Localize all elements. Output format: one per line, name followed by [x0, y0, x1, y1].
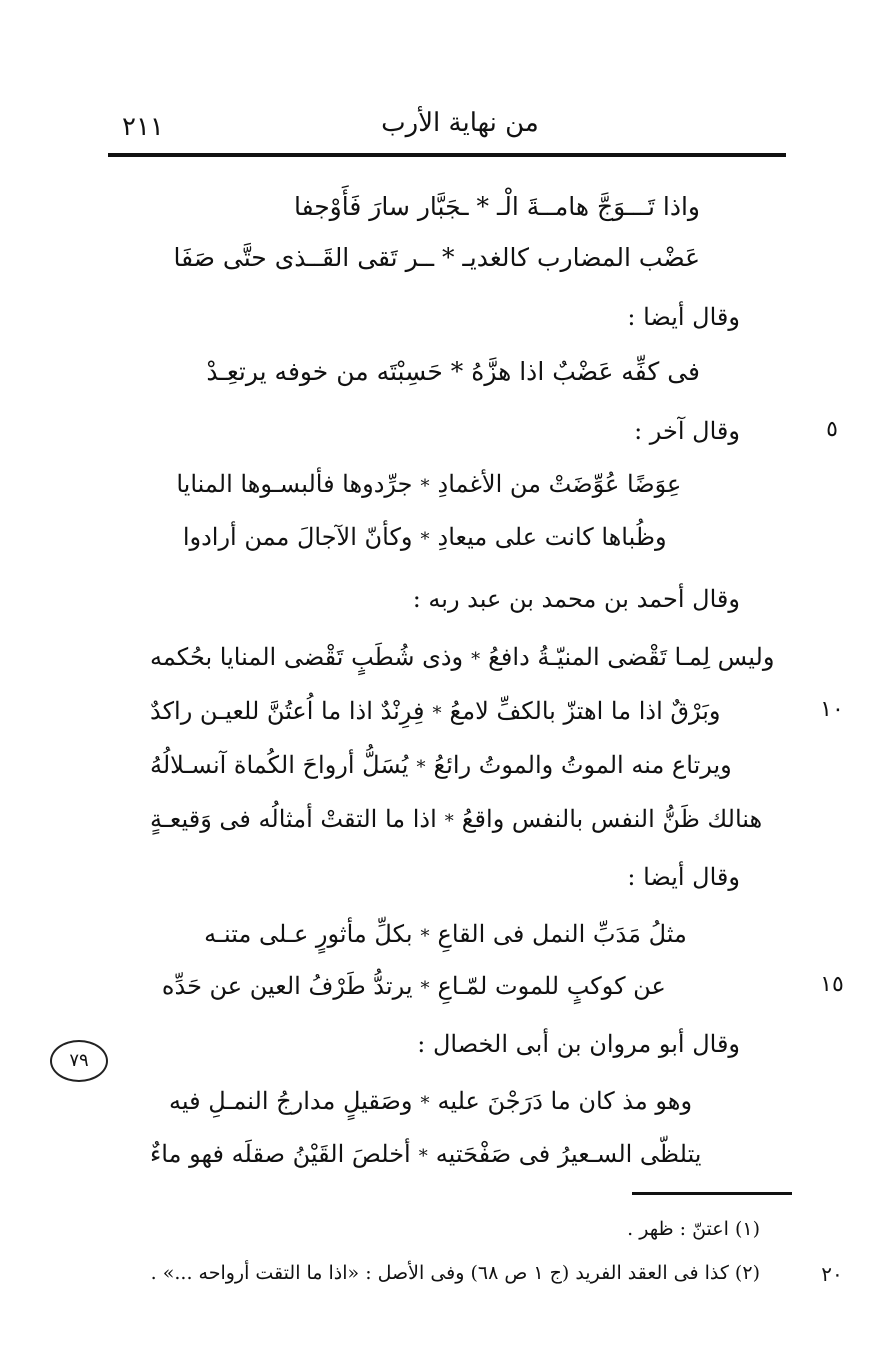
second-hemistich: وبَرْقٌ اذا ما اهتزّ بالكفِّ لامعُ: [449, 697, 721, 725]
first-hemistich: بكلِّ مأثورٍ عـلى متنـه: [204, 920, 413, 948]
verse-couplet-12: [150, 1087, 700, 1115]
star-separator-icon: *: [444, 811, 454, 832]
verse-couplet-13: [150, 1140, 700, 1168]
star-separator-icon: *: [418, 1146, 428, 1167]
star-separator-icon: *: [471, 649, 481, 670]
second-hemistich: مثلُ مَدَبِّ النمل فى القاعِ: [437, 920, 687, 948]
line-number-10: ١٠: [820, 697, 844, 722]
second-hemistich: عن كوكبٍ للموت لمّـاعِ: [437, 972, 666, 1000]
verse-couplet-5: [150, 523, 700, 551]
verse-couplet-11: [150, 972, 700, 1000]
speaker-intro-5: وقال أبو مروان بن أبى الخصال :: [417, 1030, 740, 1058]
header-rule: [108, 153, 786, 157]
verse-couplet-7: [150, 697, 721, 725]
first-hemistich: وصَقيلٍ مدارجُ النمـلِ فيه: [168, 1087, 413, 1115]
second-hemistich: وظُباها كانت على ميعادِ: [437, 523, 667, 551]
second-hemistich: ويرتاع منه الموتُ والموتُ رائعُ: [433, 751, 732, 779]
footnote-2: (٢) كذا فى العقد الفريد (ج ١ ص ٦٨) وفى الأصل : «اذا ما التقت أرواحه ...» .: [150, 1262, 760, 1284]
verse-couplet-6: [150, 643, 775, 671]
speaker-intro-3: وقال أحمد بن محمد بن عبد ربه :: [412, 585, 740, 613]
verse-couplet-9: [150, 805, 763, 833]
star-separator-icon: *: [432, 703, 442, 724]
star-separator-icon: *: [420, 1093, 430, 1114]
first-hemistich: فِرِنْدٌ اذا ما اُعتُنَّ للعيـن راكدٌ: [150, 697, 425, 725]
verse-line-2: عَضْب المضارب كالغديـ * ــر تَقى القَــذى حتَّى صَفَا: [173, 243, 700, 272]
verse-line-1: واذا تَـــوَجَّ هامــةَ الْـ * ـجَبَّار سارَ فَأَوْجفا: [293, 192, 700, 221]
library-stamp: ٧٩: [50, 1040, 108, 1082]
second-hemistich: عِوَضًا عُوِّضَتْ من الأغمادِ: [437, 470, 682, 498]
first-hemistich: جرِّدوها فألبسـوها المنايا: [176, 470, 413, 498]
star-separator-icon: *: [420, 978, 430, 999]
first-hemistich: وكأنّ الآجالَ ممن أرادوا: [182, 523, 413, 551]
verse-line-3: فى كفِّه عَضْبٌ اذا هزَّهُ * حَسِبْتَه من خوفه يرتعِـدْ: [206, 357, 700, 386]
page-number: ٢١١: [122, 112, 164, 142]
second-hemistich: هنالك ظَنُّ النفس بالنفس واقعُ: [461, 805, 763, 833]
star-separator-icon: *: [420, 476, 430, 497]
first-hemistich: أخلصَ القَيْنُ صقلَه فهو ماءٌ: [150, 1140, 411, 1168]
line-number-15: ١٥: [820, 972, 844, 997]
speaker-intro-1: وقال أيضا :: [627, 303, 740, 331]
first-hemistich: يُسَلُّ أرواحَ الكُماة آنسـلالُهُ: [150, 751, 409, 779]
star-separator-icon: *: [420, 926, 430, 947]
running-header-title: من نهاية الأرب: [381, 108, 539, 138]
footnote-1: (١) اعتنّ : ظهر .: [627, 1218, 760, 1240]
second-hemistich: وهو مذ كان ما دَرَجْنَ عليه: [437, 1087, 693, 1115]
second-hemistich: وليس لِمـا تَقْضى المنيّـةُ دافعُ: [488, 643, 775, 671]
star-separator-icon: *: [416, 757, 426, 778]
first-hemistich: وذى شُطَبٍ تَقْضى المنايا بحُكمه: [150, 643, 464, 671]
line-number-20: ٢٠: [821, 1262, 843, 1286]
verse-couplet-10: [150, 920, 700, 948]
speaker-intro-2: وقال آخر :: [634, 417, 740, 445]
second-hemistich: يتلظّى السـعيرُ فى صَفْحَتيه: [435, 1140, 702, 1168]
star-separator-icon: *: [420, 529, 430, 550]
verse-couplet-4: [150, 470, 700, 498]
speaker-intro-4: وقال أيضا :: [627, 863, 740, 891]
first-hemistich: اذا ما التقتْ أمثالُه فى وَقيعـةٍ: [150, 805, 437, 833]
verse-couplet-8: [150, 751, 732, 779]
footnote-rule: [632, 1192, 792, 1195]
first-hemistich: يرتدُّ طَرْفُ العين عن حَدِّه: [161, 972, 413, 1000]
line-number-5: ٥: [826, 417, 838, 442]
